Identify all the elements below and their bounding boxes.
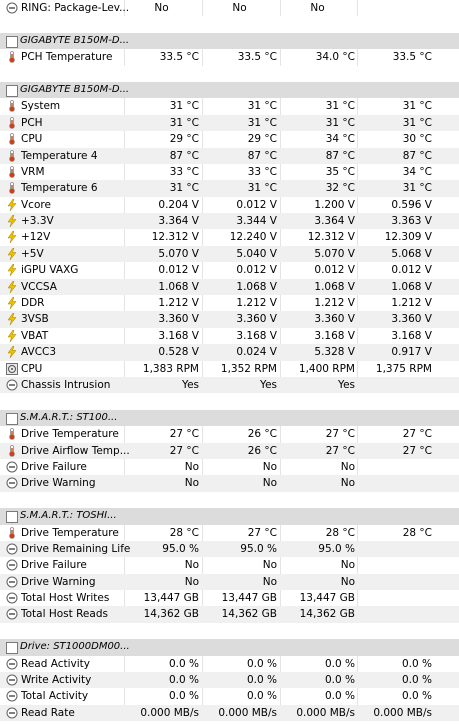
minimum-value: No [232, 2, 247, 14]
average-value: 33.5 °C [392, 51, 432, 64]
maximum-value: 0.0 % [324, 674, 355, 687]
maximum-value: 0.0 % [324, 690, 355, 703]
circle-icon [6, 707, 18, 719]
circle-icon [6, 690, 18, 702]
sensor-label: Read Rate [21, 706, 75, 719]
current-value: 87 °C [169, 149, 199, 162]
sensor-row[interactable] [0, 262, 459, 278]
minimum-value: 1.212 V [236, 297, 277, 310]
minimum-value: 33.5 °C [237, 51, 277, 64]
current-value: 33.5 °C [159, 51, 199, 64]
circle-icon [6, 461, 18, 473]
maximum-value: 5.070 V [314, 247, 355, 260]
sensor-row[interactable] [0, 574, 459, 590]
thermometer-icon [6, 182, 18, 194]
lightning-icon [6, 281, 18, 293]
maximum-value: No [310, 2, 325, 14]
maximum-value: 0.012 V [314, 264, 355, 277]
minimum-value: 31 °C [247, 116, 277, 129]
sensor-row[interactable] [0, 426, 459, 442]
minimum-value: 31 °C [247, 100, 277, 113]
sensor-label: Drive Failure [21, 559, 87, 572]
spacer-row [0, 492, 459, 508]
average-value: 0.596 V [391, 198, 432, 211]
sensor-row[interactable] [0, 557, 459, 573]
sensor-label: Total Host Writes [21, 592, 110, 605]
sensor-label: 3VSB [21, 313, 49, 326]
sensor-label: AVCC3 [21, 346, 57, 359]
maximum-value: 32 °C [325, 182, 355, 195]
maximum-value: 3.168 V [314, 329, 355, 342]
minimum-value: 0.012 V [236, 264, 277, 277]
minimum-value: 1.068 V [236, 280, 277, 293]
sensor-row[interactable] [0, 443, 459, 459]
thermometer-icon [6, 51, 18, 63]
sensor-group-header[interactable] [0, 508, 459, 524]
sensor-label: DDR [21, 297, 45, 310]
lightning-icon [6, 297, 18, 309]
lightning-icon [6, 313, 18, 325]
current-value: 31 °C [169, 182, 199, 195]
spacer-row [0, 66, 459, 82]
current-value: 3.364 V [158, 215, 199, 228]
sensor-row[interactable] [0, 0, 459, 16]
thermometer-icon [6, 100, 18, 112]
minimum-value: 27 °C [247, 526, 277, 539]
current-value: 27 °C [169, 444, 199, 457]
group-icon [6, 85, 18, 97]
circle-icon [6, 379, 18, 391]
sensor-row[interactable] [0, 131, 459, 147]
average-value: 27 °C [402, 444, 432, 457]
maximum-value: 0.0 % [324, 657, 355, 670]
current-value: 1,383 RPM [142, 362, 199, 375]
sensor-label: iGPU VAXG [21, 264, 79, 277]
group-title: Drive: ST1000DM00... [20, 641, 130, 653]
sensor-row[interactable] [0, 164, 459, 180]
lightning-icon [6, 346, 18, 358]
maximum-value: 1.200 V [314, 198, 355, 211]
current-value: 29 °C [169, 133, 199, 146]
current-value: No [184, 559, 199, 572]
lightning-icon [6, 231, 18, 243]
group-icon [6, 511, 18, 523]
circle-icon [6, 592, 18, 604]
lightning-icon [6, 199, 18, 211]
group-title: S.M.A.R.T.: ST100... [20, 411, 118, 423]
sensor-label: +12V [21, 231, 51, 244]
sensor-label: Temperature 4 [21, 149, 98, 162]
sensor-row[interactable] [0, 541, 459, 557]
average-value: 1.068 V [391, 280, 432, 293]
maximum-value: 3.364 V [314, 215, 355, 228]
minimum-value: 95.0 % [240, 542, 277, 555]
sensor-label: Read Activity [21, 657, 90, 670]
minimum-value: 0.000 MB/s [218, 706, 277, 719]
sensor-label: Drive Temperature [21, 526, 119, 539]
maximum-value: No [340, 477, 355, 490]
minimum-value: 12.240 V [229, 231, 277, 244]
maximum-value: 1,400 RPM [298, 362, 355, 375]
sensor-label: Write Activity [21, 674, 92, 687]
sensor-label: +3.3V [21, 215, 54, 228]
sensor-row[interactable] [0, 246, 459, 262]
sensor-row[interactable] [0, 49, 459, 65]
minimum-value: 31 °C [247, 182, 277, 195]
lightning-icon [6, 248, 18, 260]
current-value: 5.070 V [158, 247, 199, 260]
sensor-label: Chassis Intrusion [21, 378, 111, 391]
maximum-value: 14,362 GB [299, 608, 355, 621]
sensor-label: Total Activity [21, 690, 89, 703]
average-value: 3.168 V [391, 329, 432, 342]
average-value: 27 °C [402, 428, 432, 441]
current-value: 0.0 % [168, 674, 199, 687]
minimum-value: 3.344 V [236, 215, 277, 228]
average-value: 1,375 RPM [375, 362, 432, 375]
minimum-value: 26 °C [247, 428, 277, 441]
thermometer-icon [6, 166, 18, 178]
minimum-value: 87 °C [247, 149, 277, 162]
sensor-row[interactable] [0, 672, 459, 688]
group-icon [6, 642, 18, 654]
sensor-row[interactable] [0, 688, 459, 704]
sensor-row[interactable] [0, 361, 459, 377]
average-value: 0.0 % [401, 674, 432, 687]
minimum-value: 29 °C [247, 133, 277, 146]
sensor-label: +5V [21, 247, 44, 260]
sensor-row[interactable] [0, 475, 459, 491]
sensor-row[interactable] [0, 115, 459, 131]
sensor-row[interactable] [0, 328, 459, 344]
current-value: 12.312 V [151, 231, 199, 244]
current-value: 28 °C [169, 526, 199, 539]
average-value: 0.0 % [401, 690, 432, 703]
spacer-row [0, 16, 459, 32]
minimum-value: No [262, 477, 277, 490]
sensor-label: System [21, 100, 61, 113]
fan-icon [6, 363, 18, 375]
minimum-value: 3.360 V [236, 313, 277, 326]
sensor-row[interactable] [0, 197, 459, 213]
lightning-icon [6, 215, 18, 227]
maximum-value: No [340, 460, 355, 473]
sensor-label: PCH [21, 116, 43, 129]
current-value: 0.0 % [168, 657, 199, 670]
circle-icon [6, 674, 18, 686]
sensor-row[interactable] [0, 279, 459, 295]
sensor-label: Drive Remaining Life [21, 542, 131, 555]
sensor-group-header[interactable] [0, 33, 459, 49]
current-value: 0.012 V [158, 264, 199, 277]
sensor-group-header[interactable] [0, 82, 459, 98]
maximum-value: No [340, 575, 355, 588]
average-value: 0.0 % [401, 657, 432, 670]
current-value: 3.168 V [158, 329, 199, 342]
maximum-value: 3.360 V [314, 313, 355, 326]
sensor-row[interactable] [0, 295, 459, 311]
maximum-value: 34.0 °C [315, 51, 355, 64]
current-value: No [184, 575, 199, 588]
average-value: 31 °C [402, 116, 432, 129]
sensor-label: Vcore [21, 198, 51, 211]
lightning-icon [6, 330, 18, 342]
maximum-value: 87 °C [325, 149, 355, 162]
current-value: No [154, 2, 169, 14]
average-value: 0.012 V [391, 264, 432, 277]
current-value: 0.528 V [158, 346, 199, 359]
sensor-row[interactable] [0, 377, 459, 393]
current-value: 0.204 V [158, 198, 199, 211]
average-value: 3.363 V [391, 215, 432, 228]
group-title: GIGABYTE B150M-D... [20, 34, 130, 46]
circle-icon [6, 543, 18, 555]
average-value: 12.309 V [384, 231, 432, 244]
current-value: 33 °C [169, 165, 199, 178]
circle-icon [6, 2, 18, 14]
maximum-value: Yes [338, 378, 355, 391]
sensor-row[interactable] [0, 656, 459, 672]
average-value: 0.000 MB/s [373, 706, 432, 719]
thermometer-icon [6, 445, 18, 457]
sensor-label: RING: Package-Lev... [21, 2, 130, 14]
average-value: 28 °C [402, 526, 432, 539]
maximum-value: 27 °C [325, 428, 355, 441]
circle-icon [6, 658, 18, 670]
sensor-row[interactable] [0, 344, 459, 360]
lightning-icon [6, 264, 18, 276]
minimum-value: 0.024 V [236, 346, 277, 359]
maximum-value: 1.212 V [314, 297, 355, 310]
current-value: 1.212 V [158, 297, 199, 310]
thermometer-icon [6, 133, 18, 145]
sensor-row[interactable] [0, 148, 459, 164]
current-value: 3.360 V [158, 313, 199, 326]
thermometer-icon [6, 527, 18, 539]
group-title: S.M.A.R.T.: TOSHI... [20, 510, 117, 522]
spacer-row [0, 623, 459, 639]
minimum-value: No [262, 575, 277, 588]
thermometer-icon [6, 117, 18, 129]
current-value: 31 °C [169, 100, 199, 113]
group-icon [6, 413, 18, 425]
sensor-label: CPU [21, 133, 43, 146]
maximum-value: 35 °C [325, 165, 355, 178]
sensor-label: VRM [21, 165, 45, 178]
sensor-row[interactable] [0, 525, 459, 541]
maximum-value: 95.0 % [318, 542, 355, 555]
minimum-value: 13,447 GB [221, 592, 277, 605]
sensor-label: Drive Warning [21, 477, 96, 490]
average-value: 31 °C [402, 182, 432, 195]
minimum-value: 14,362 GB [221, 608, 277, 621]
circle-icon [6, 559, 18, 571]
sensor-row[interactable] [0, 459, 459, 475]
thermometer-icon [6, 428, 18, 440]
current-value: No [184, 477, 199, 490]
current-value: 13,447 GB [143, 592, 199, 605]
maximum-value: 12.312 V [307, 231, 355, 244]
sensor-label: Drive Temperature [21, 428, 119, 441]
current-value: 27 °C [169, 428, 199, 441]
maximum-value: 28 °C [325, 526, 355, 539]
current-value: 0.000 MB/s [140, 706, 199, 719]
sensor-label: VCCSA [21, 280, 57, 293]
sensor-row[interactable] [0, 590, 459, 606]
minimum-value: Yes [260, 378, 277, 391]
current-value: 14,362 GB [143, 608, 199, 621]
sensor-row[interactable] [0, 213, 459, 229]
sensor-row[interactable] [0, 180, 459, 196]
average-value: 1.212 V [391, 297, 432, 310]
spacer-row [0, 393, 459, 409]
minimum-value: 0.0 % [246, 674, 277, 687]
sensor-group-header[interactable] [0, 639, 459, 655]
minimum-value: 0.0 % [246, 690, 277, 703]
average-value: 30 °C [402, 133, 432, 146]
circle-icon [6, 608, 18, 620]
minimum-value: 0.0 % [246, 657, 277, 670]
maximum-value: No [340, 559, 355, 572]
current-value: 31 °C [169, 116, 199, 129]
current-value: No [184, 460, 199, 473]
sensor-row[interactable] [0, 606, 459, 622]
sensor-label: Temperature 6 [21, 182, 98, 195]
maximum-value: 13,447 GB [299, 592, 355, 605]
sensor-label: Drive Failure [21, 460, 87, 473]
circle-icon [6, 576, 18, 588]
sensor-row[interactable] [0, 229, 459, 245]
current-value: 1.068 V [158, 280, 199, 293]
minimum-value: No [262, 460, 277, 473]
maximum-value: 5.328 V [314, 346, 355, 359]
sensor-label: Drive Warning [21, 575, 96, 588]
maximum-value: 1.068 V [314, 280, 355, 293]
sensor-label: Drive Airflow Temp... [21, 444, 130, 457]
minimum-value: 3.168 V [236, 329, 277, 342]
sensor-label: CPU [21, 362, 43, 375]
minimum-value: 33 °C [247, 165, 277, 178]
average-value: 87 °C [402, 149, 432, 162]
sensor-row[interactable] [0, 98, 459, 114]
average-value: 0.917 V [391, 346, 432, 359]
sensor-row[interactable] [0, 311, 459, 327]
maximum-value: 31 °C [325, 116, 355, 129]
sensor-label: PCH Temperature [21, 51, 113, 64]
minimum-value: 0.012 V [236, 198, 277, 211]
maximum-value: 34 °C [325, 133, 355, 146]
minimum-value: 26 °C [247, 444, 277, 457]
minimum-value: 1,352 RPM [220, 362, 277, 375]
average-value: 34 °C [402, 165, 432, 178]
maximum-value: 27 °C [325, 444, 355, 457]
group-icon [6, 36, 18, 48]
current-value: 95.0 % [162, 542, 199, 555]
sensor-group-header[interactable] [0, 410, 459, 426]
sensor-label: Total Host Reads [21, 608, 108, 621]
average-value: 3.360 V [391, 313, 432, 326]
current-value: Yes [182, 378, 199, 391]
minimum-value: 5.040 V [236, 247, 277, 260]
group-title: GIGABYTE B150M-D... [20, 83, 130, 95]
sensor-row[interactable] [0, 705, 459, 721]
maximum-value: 31 °C [325, 100, 355, 113]
maximum-value: 0.000 MB/s [296, 706, 355, 719]
average-value: 31 °C [402, 100, 432, 113]
sensor-label: VBAT [21, 329, 49, 342]
current-value: 0.0 % [168, 690, 199, 703]
average-value: 5.068 V [391, 247, 432, 260]
thermometer-icon [6, 150, 18, 162]
minimum-value: No [262, 559, 277, 572]
circle-icon [6, 477, 18, 489]
